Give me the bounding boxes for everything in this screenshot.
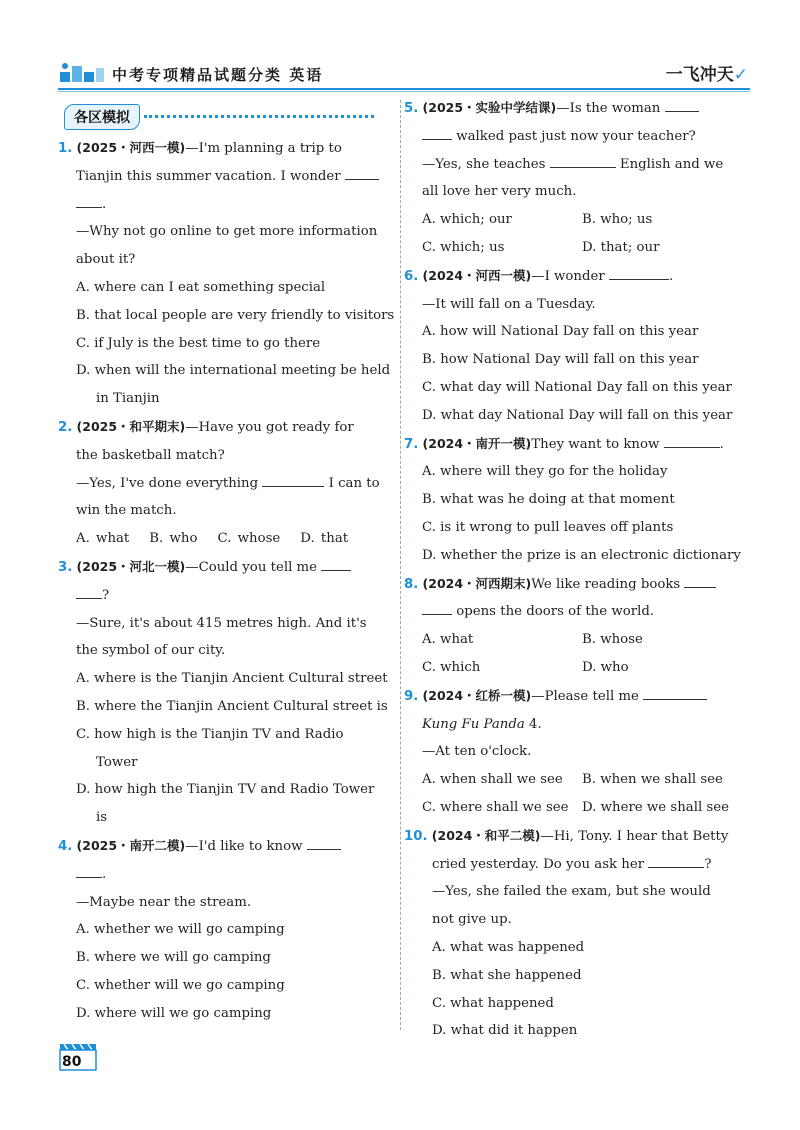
question-text: —I'm planning a trip to	[185, 141, 342, 156]
answer-blank	[76, 863, 102, 878]
question-text: walked past just now your teacher?	[456, 128, 696, 144]
question-5	[404, 94, 746, 262]
option-b: B. what she happened	[432, 967, 582, 983]
question-text: —Please tell me	[531, 688, 639, 704]
option-c: C. whether will we go camping	[76, 977, 285, 993]
question-source: (2024・红桥一模)	[422, 687, 532, 703]
question-7: 7. (2024・南开一模)They want to know . A. where will they go for the holiday B. what was he doing at that moment C. is it wrong to pull leaves off plants D. whether the prize is an electronic dictionary	[404, 430, 746, 570]
question-text: —Could you tell me	[185, 559, 318, 575]
question-text: —Sure, it's about 415 metres high. And it's	[76, 615, 367, 631]
option-b: B. who; us	[582, 212, 653, 228]
question-1: 1. (2025・河西一模)—I'm planning a trip to Tianjin this summer vacation. I wonder . —Why not go online to get more information about it? A. where can I eat something special B. that local people are very friendly to visitors C. if July is the best time to go there D. when will the international meeting be held in Tianjin	[58, 134, 396, 413]
question-number: 8.	[404, 576, 419, 592]
movie-title: Kung Fu Panda	[422, 716, 525, 732]
question-text: I can to	[328, 475, 380, 491]
option-c: C. what happened	[432, 995, 554, 1011]
section-label: 各区模拟	[64, 104, 140, 130]
question-number: 2.	[58, 419, 73, 435]
question-text: about it?	[76, 252, 136, 268]
header-rule-secondary	[58, 91, 750, 92]
option-d: D. where will we go camping	[76, 1005, 272, 1021]
column-divider	[400, 100, 401, 1030]
question-text: —Yes, she teaches	[422, 156, 546, 172]
brand-text: 一飞冲天	[665, 65, 734, 85]
question-text: Tianjin this summer vacation. I wonder	[76, 168, 341, 184]
answer-blank	[76, 193, 102, 208]
option-d: D. where we shall see	[582, 799, 729, 815]
question-text: —It will fall on a Tuesday.	[422, 296, 596, 312]
option-c: C. which; us	[422, 239, 505, 255]
question-text: —I'd like to know	[185, 838, 303, 854]
question-text: —Yes, I've done everything	[76, 475, 259, 491]
question-text: opens the doors of the world.	[456, 604, 655, 620]
option-d: D. when will the international meeting be held	[76, 363, 391, 379]
option-d: D. whether the prize is an electronic dictionary	[422, 547, 741, 563]
question-text: We like reading books	[531, 576, 681, 592]
check-icon: ✓	[733, 65, 748, 85]
page-number: 80	[62, 1054, 82, 1070]
option-b: B. where the Tianjin Ancient Cultural street is	[76, 698, 388, 714]
question-6: 6. (2024・河西一模)—I wonder . —It will fall on a Tuesday. A. how will National Day fall on this year B. how National Day will fall on this year C. what day will National Day fall on this year D. what day National Day will fall on this year	[404, 262, 746, 430]
question-text: cried yesterday. Do you ask her	[432, 856, 645, 872]
question-text: ?	[704, 856, 712, 872]
answer-blank	[345, 165, 379, 180]
header-brand	[666, 60, 748, 85]
question-text: the basketball match?	[76, 447, 225, 463]
answer-blank	[76, 584, 102, 599]
option-a: A. when shall we see	[422, 772, 563, 788]
option-c: C. is it wrong to pull leaves off plants	[422, 519, 674, 535]
question-4: 4. (2025・南开二模)—I'd like to know . —Maybe near the stream. A. whether we will go camping B. where we will go camping C. whether will we go camping D. where will we go camping	[58, 832, 396, 1028]
question-source: (2025・河北一模)	[76, 558, 186, 574]
answer-blank	[664, 433, 720, 448]
answer-blank	[307, 835, 341, 850]
question-text: —Why not go online to get more information	[76, 224, 378, 240]
question-text: —Hi, Tony. I hear that Betty	[540, 828, 729, 844]
option-b: B. that local people are very friendly to visitors	[76, 307, 395, 323]
question-number: 10.	[404, 828, 428, 844]
answer-blank	[422, 125, 452, 140]
option-d: D. what day National Day will fall on this year	[422, 407, 733, 423]
question-source: (2024・河西一模)	[422, 267, 532, 283]
right-column	[404, 94, 746, 1045]
section-header	[58, 96, 396, 134]
question-text: the symbol of our city.	[76, 643, 226, 659]
question-text: —Is the woman	[556, 101, 661, 116]
option-d: D. who	[582, 659, 629, 675]
header-decoration-icon	[58, 60, 108, 86]
option-a: A. which; our	[422, 212, 512, 228]
question-number: 3.	[58, 559, 73, 575]
option-a: A. where will they go for the holiday	[422, 464, 668, 480]
answer-blank	[422, 600, 452, 615]
question-text: —At ten o'clock.	[422, 744, 532, 760]
option-b: B. who	[149, 531, 198, 547]
answer-blank	[609, 265, 669, 280]
question-source: (2024・南开一模)	[422, 435, 532, 451]
question-number: 5.	[404, 101, 419, 116]
question-text: ?	[102, 587, 110, 603]
option-b: B. how National Day will fall on this year	[422, 352, 699, 368]
question-text: —Yes, she failed the exam, but she would	[432, 884, 711, 900]
question-source: (2025・和平期末)	[76, 418, 186, 434]
option-a: A. where can I eat something special	[76, 279, 326, 295]
question-3	[58, 553, 396, 832]
answer-blank	[321, 556, 351, 571]
section-dots	[144, 115, 374, 120]
option-a: A. whether we will go camping	[76, 922, 285, 938]
option-c-continued: Tower	[96, 754, 138, 770]
option-a: A. how will National Day fall on this year	[422, 324, 699, 340]
question-number: 6.	[404, 268, 419, 284]
question-text: all love her very much.	[422, 184, 577, 200]
option-c: C. how high is the Tianjin TV and Radio	[76, 726, 344, 742]
option-a: A. what	[76, 531, 130, 547]
question-text: 4.	[529, 716, 542, 732]
option-d-continued: in Tianjin	[96, 391, 160, 407]
option-c: C. if July is the best time to go there	[76, 335, 321, 351]
left-column	[58, 96, 396, 1028]
option-d-continued: is	[96, 810, 108, 826]
header-rule	[58, 88, 750, 90]
question-number: 4.	[58, 838, 73, 854]
question-number: 1.	[58, 141, 73, 156]
option-a: A. what was happened	[432, 939, 585, 955]
header-title: 中考专项精品试题分类 英语	[112, 66, 324, 84]
option-b: B. where we will go camping	[76, 950, 271, 966]
question-text: —I wonder	[531, 268, 605, 284]
question-text: —Maybe near the stream.	[76, 894, 252, 910]
option-d: D. what did it happen	[432, 1023, 578, 1039]
question-source: (2025・实验中学结课)	[422, 100, 557, 115]
question-number: 7.	[404, 436, 419, 452]
option-d: D. that	[300, 531, 349, 547]
question-10	[404, 822, 746, 1045]
question-text: They want to know	[531, 436, 660, 452]
option-a: A. what	[422, 632, 474, 648]
question-text: not give up.	[432, 912, 512, 928]
question-9	[404, 682, 746, 822]
option-d: D. how high the Tianjin TV and Radio Tower	[76, 782, 375, 798]
question-source: (2025・南开二模)	[76, 837, 186, 853]
option-c: C. what day will National Day fall on this year	[422, 379, 732, 395]
question-text: win the match.	[76, 503, 177, 519]
option-c: C. whose	[217, 531, 281, 547]
question-8	[404, 570, 746, 682]
page-header	[0, 50, 800, 94]
question-2	[58, 413, 396, 553]
question-text: English and we	[619, 156, 724, 172]
option-c: C. where shall we see	[422, 799, 569, 815]
answer-blank	[684, 573, 716, 588]
option-b: B. when we shall see	[582, 772, 723, 788]
answer-blank	[643, 685, 707, 700]
answer-blank	[648, 853, 704, 868]
question-source: (2024・和平二模)	[431, 827, 541, 843]
question-source: (2025・河西一模)	[76, 140, 186, 155]
option-b: B. whose	[582, 632, 643, 648]
answer-blank	[665, 97, 699, 112]
answer-blank	[550, 153, 616, 168]
answer-blank	[262, 472, 324, 487]
option-b: B. what was he doing at that moment	[422, 492, 675, 508]
option-a: A. where is the Tianjin Ancient Cultural street	[76, 671, 388, 687]
question-text: —Have you got ready for	[185, 419, 354, 435]
question-source: (2024・河西期末)	[422, 575, 532, 591]
option-c: C. which	[422, 659, 481, 675]
question-number: 9.	[404, 688, 419, 704]
option-d: D. that; our	[582, 239, 660, 255]
